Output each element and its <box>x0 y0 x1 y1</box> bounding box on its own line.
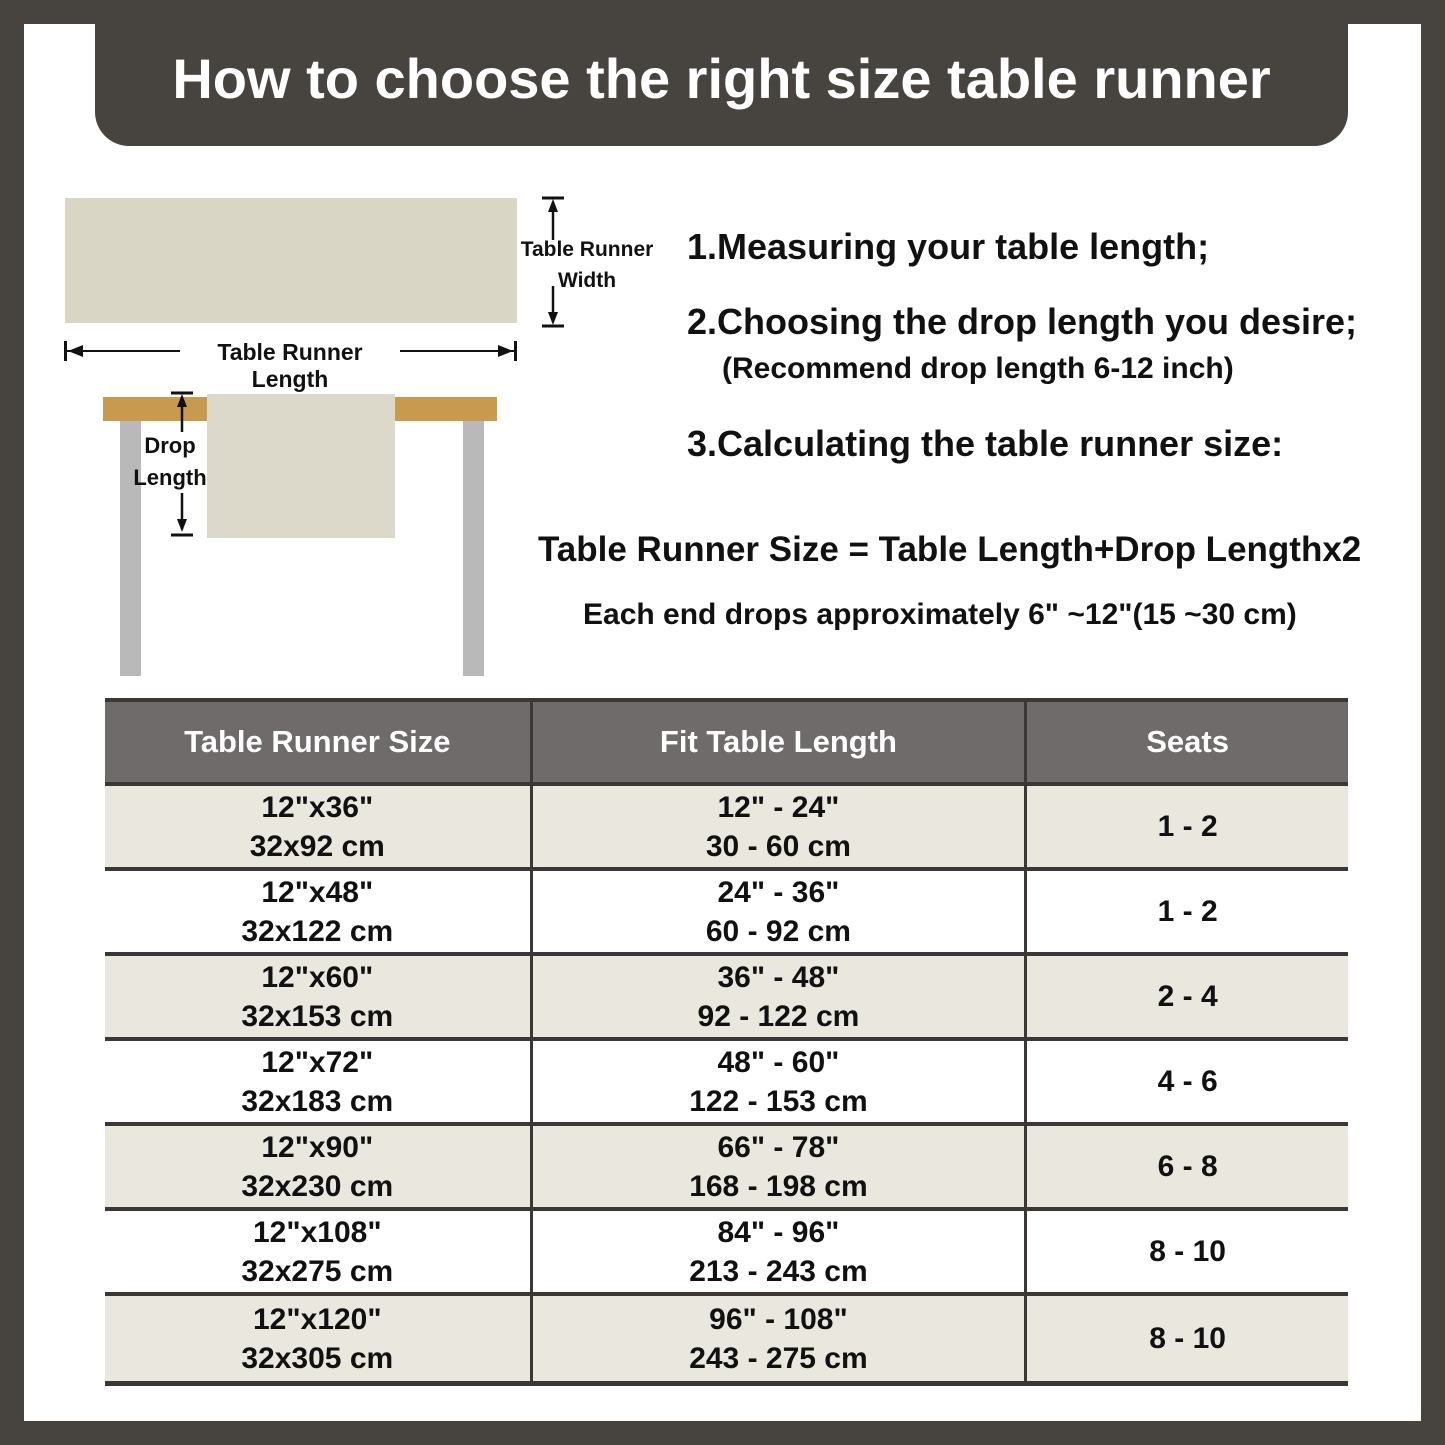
cell-text: 48" - 60" <box>717 1045 840 1079</box>
cell-text: 12"x90" <box>261 1130 374 1164</box>
width-label-line1: Table Runner <box>520 238 654 261</box>
cell-text: 2 - 4 <box>1157 980 1218 1013</box>
step-1-text: 1.Measuring your table length; <box>687 226 1210 267</box>
fit-length-cell <box>533 1126 1028 1207</box>
size-table-header-row <box>105 702 1348 786</box>
fit-length-cell <box>533 956 1028 1037</box>
fit-length-cell <box>533 871 1028 952</box>
table-leg-left <box>120 421 141 676</box>
table-row <box>105 1211 1348 1296</box>
seats-cell <box>1027 956 1348 1037</box>
cell-text: 12"x36" <box>261 790 374 824</box>
seats-cell <box>1027 1041 1348 1122</box>
table-row <box>105 786 1348 871</box>
cell-text: 32x305 cm <box>241 1341 394 1375</box>
table-row <box>105 956 1348 1041</box>
cell-text: 96" - 108" <box>709 1302 848 1336</box>
size-table <box>105 698 1348 1386</box>
header-fit-table-length: Fit Table Length <box>533 702 1028 782</box>
fit-length-cell <box>533 1041 1028 1122</box>
seats-cell <box>1027 1296 1348 1381</box>
table-row <box>105 871 1348 956</box>
cell-text: 4 - 6 <box>1157 1065 1218 1098</box>
step-3-text: 3.Calculating the table runner size: <box>687 423 1284 464</box>
cell-text: 12"x60" <box>261 960 374 994</box>
cell-text: 122 - 153 cm <box>689 1084 868 1118</box>
cell-text: 32x92 cm <box>249 829 385 863</box>
fit-length-cell <box>533 786 1028 867</box>
cell-text: 168 - 198 cm <box>689 1169 868 1203</box>
table-leg-right <box>463 421 484 676</box>
page-title: How to choose the right size table runner <box>172 46 1271 110</box>
cell-text: 32x153 cm <box>241 999 394 1033</box>
cell-text: 8 - 10 <box>1149 1235 1226 1268</box>
cell-text: 12" - 24" <box>717 790 840 824</box>
length-arrowhead-right-icon <box>498 345 513 357</box>
cell-text: 60 - 92 cm <box>705 914 851 948</box>
seats-cell <box>1027 1126 1348 1207</box>
cell-text: 92 - 122 cm <box>697 999 860 1033</box>
cell-text: 32x122 cm <box>241 914 394 948</box>
formula-note: Each end drops approximately 6" ~12"(15 ~30 cm) <box>583 598 1297 631</box>
runner-size-cell <box>105 1296 533 1381</box>
length-arrow-endbar-right <box>514 341 517 361</box>
runner-size-cell <box>105 1126 533 1207</box>
cell-text: 24" - 36" <box>717 875 840 909</box>
cell-text: 12"x72" <box>261 1045 374 1079</box>
cell-text: 1 - 2 <box>1157 810 1218 843</box>
drop-label-line1: Drop <box>144 433 196 458</box>
step-2-note: (Recommend drop length 6-12 inch) <box>722 352 1234 385</box>
width-label-line2: Width <box>557 269 617 292</box>
cell-text: 1 - 2 <box>1157 895 1218 928</box>
cell-text: 66" - 78" <box>717 1130 840 1164</box>
length-label: Table Runner Length <box>180 337 400 395</box>
cell-text: 32x183 cm <box>241 1084 394 1118</box>
fit-length-cell <box>533 1296 1028 1381</box>
cell-text: 84" - 96" <box>717 1215 840 1249</box>
runner-size-cell <box>105 1041 533 1122</box>
cell-text: 32x230 cm <box>241 1169 394 1203</box>
cell-text: 8 - 10 <box>1149 1322 1226 1355</box>
cell-text: 30 - 60 cm <box>705 829 851 863</box>
header-table-runner-size: Table Runner Size <box>105 702 533 782</box>
cell-text: 243 - 275 cm <box>689 1341 868 1375</box>
header-seats: Seats <box>1146 724 1229 759</box>
cell-text: 213 - 243 cm <box>689 1254 868 1288</box>
seats-cell <box>1027 786 1348 867</box>
length-arrowhead-left-icon <box>68 345 83 357</box>
runner-size-cell <box>105 956 533 1037</box>
width-label <box>503 234 671 296</box>
cell-text: 12"x48" <box>261 875 374 909</box>
cell-text: 36" - 48" <box>717 960 840 994</box>
seats-cell <box>1027 871 1348 952</box>
size-table-body <box>105 786 1348 1381</box>
cell-text: 12"x120" <box>253 1302 382 1336</box>
table-row <box>105 1126 1348 1211</box>
table-row <box>105 1296 1348 1381</box>
step-2-text: 2.Choosing the drop length you desire; <box>687 301 1358 342</box>
fit-length-cell <box>533 1211 1028 1292</box>
runner-side-view <box>207 394 395 538</box>
drop-label-line2: Length <box>133 465 207 490</box>
runner-size-cell <box>105 786 533 867</box>
cell-text: 6 - 8 <box>1157 1150 1218 1183</box>
cell-text: 32x275 cm <box>241 1254 394 1288</box>
title-banner <box>95 0 1348 146</box>
table-row <box>105 1041 1348 1126</box>
runner-top-view <box>65 198 517 323</box>
formula-text: Table Runner Size = Table Length+Drop Lengthx2 <box>538 530 1362 569</box>
seats-cell <box>1027 1211 1348 1292</box>
cell-text: 12"x108" <box>253 1215 382 1249</box>
runner-size-cell <box>105 871 533 952</box>
runner-size-cell <box>105 1211 533 1292</box>
